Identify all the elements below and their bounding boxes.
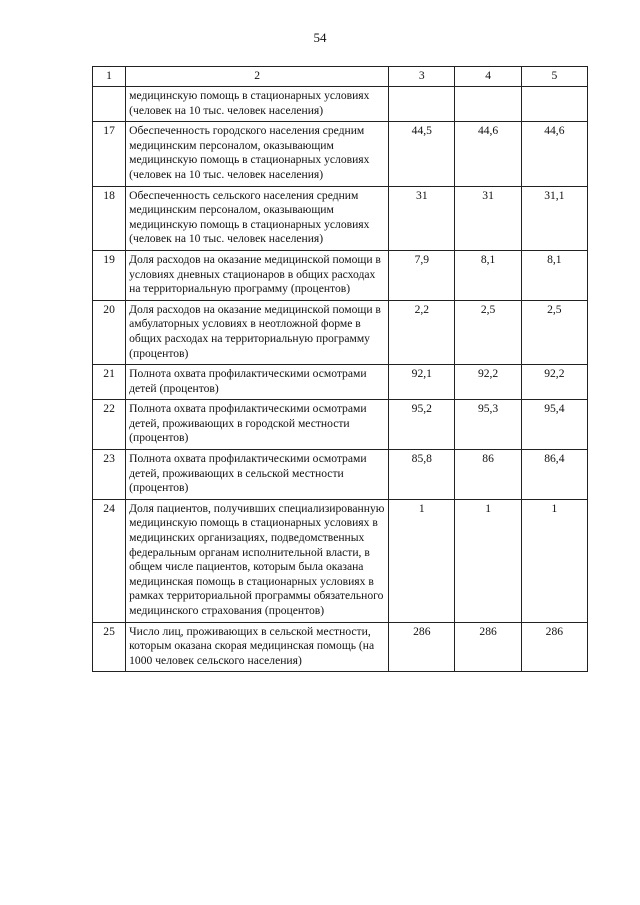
row-text-cell: медицинскую помощь в стационарных условиях (человек на 10 тыс. человек населения) xyxy=(126,87,389,122)
value-cell-col-5: 2,5 xyxy=(521,300,587,364)
table-row xyxy=(93,186,588,250)
value-cell-col-3: 44,5 xyxy=(389,122,455,186)
row-text-cell: Обеспеченность городского населения средним медицинским персоналом, оказывающим медицинскую помощь в стационарных условиях (человек на 10 тыс. человек населения) xyxy=(126,122,389,186)
value-cell-col-3: 31 xyxy=(389,186,455,250)
value-cell-col-4: 2,5 xyxy=(455,300,521,364)
row-number-cell: 19 xyxy=(93,250,126,300)
value-cell-col-5: 31,1 xyxy=(521,186,587,250)
indicators-table xyxy=(92,66,588,672)
table-header-row xyxy=(93,67,588,87)
header-col-2: 2 xyxy=(126,67,389,87)
header-col-1: 1 xyxy=(93,67,126,87)
table-row xyxy=(93,122,588,186)
table-row xyxy=(93,450,588,500)
row-text-cell: Доля расходов на оказание медицинской помощи в условиях дневных стационаров в общих расходах на территориальную программу (процентов) xyxy=(126,250,389,300)
row-text-cell: Полнота охвата профилактическими осмотрами детей (процентов) xyxy=(126,365,389,400)
table-row xyxy=(93,300,588,364)
table-row xyxy=(93,365,588,400)
row-text-cell: Полнота охвата профилактическими осмотрами детей, проживающих в сельской местности (процентов) xyxy=(126,450,389,500)
value-cell-col-5: 286 xyxy=(521,622,587,672)
row-number-cell: 23 xyxy=(93,450,126,500)
row-number-cell: 17 xyxy=(93,122,126,186)
value-cell-col-5: 86,4 xyxy=(521,450,587,500)
value-cell-col-3: 92,1 xyxy=(389,365,455,400)
row-number-cell: 24 xyxy=(93,499,126,622)
value-cell-col-5: 92,2 xyxy=(521,365,587,400)
row-number-cell: 21 xyxy=(93,365,126,400)
value-cell-col-4: 8,1 xyxy=(455,250,521,300)
table-row xyxy=(93,250,588,300)
value-cell-col-4 xyxy=(455,87,521,122)
header-col-3: 3 xyxy=(389,67,455,87)
value-cell-col-3: 85,8 xyxy=(389,450,455,500)
value-cell-col-5: 95,4 xyxy=(521,400,587,450)
header-col-5: 5 xyxy=(521,67,587,87)
row-number-cell: 18 xyxy=(93,186,126,250)
row-text-cell: Доля пациентов, получивших специализированную медицинскую помощь в стационарных условиях в медицинских организациях, подведомственных федеральным органам исполнительной власти, в общем числе пациентов, которым была оказана медицинская помощь в стационарных условиях в рамках территориальной программы обязательного медицинского страхования (процентов) xyxy=(126,499,389,622)
row-number-cell: 20 xyxy=(93,300,126,364)
value-cell-col-5: 44,6 xyxy=(521,122,587,186)
table-row xyxy=(93,622,588,672)
value-cell-col-4: 1 xyxy=(455,499,521,622)
row-text-cell: Число лиц, проживающих в сельской местности, которым оказана скорая медицинская помощь (на 1000 человек сельского населения) xyxy=(126,622,389,672)
value-cell-col-5: 1 xyxy=(521,499,587,622)
row-text-cell: Полнота охвата профилактическими осмотрами детей, проживающих в городской местности (процентов) xyxy=(126,400,389,450)
value-cell-col-3: 7,9 xyxy=(389,250,455,300)
value-cell-col-3: 1 xyxy=(389,499,455,622)
table-row xyxy=(93,400,588,450)
table-row xyxy=(93,499,588,622)
value-cell-col-4: 95,3 xyxy=(455,400,521,450)
value-cell-col-4: 92,2 xyxy=(455,365,521,400)
value-cell-col-4: 86 xyxy=(455,450,521,500)
row-number-cell xyxy=(93,87,126,122)
value-cell-col-4: 44,6 xyxy=(455,122,521,186)
table-row-continuation xyxy=(93,87,588,122)
header-col-4: 4 xyxy=(455,67,521,87)
value-cell-col-4: 31 xyxy=(455,186,521,250)
row-text-cell: Обеспеченность сельского населения средним медицинским персоналом, оказывающим медицинскую помощь в стационарных условиях (человек на 10 тыс. человек населения) xyxy=(126,186,389,250)
value-cell-col-3 xyxy=(389,87,455,122)
value-cell-col-3: 2,2 xyxy=(389,300,455,364)
row-text-cell: Доля расходов на оказание медицинской помощи в амбулаторных условиях в неотложной форме в общих расходах на территориальную программу (процентов) xyxy=(126,300,389,364)
row-number-cell: 22 xyxy=(93,400,126,450)
value-cell-col-3: 286 xyxy=(389,622,455,672)
row-number-cell: 25 xyxy=(93,622,126,672)
page-number: 54 xyxy=(313,30,327,45)
value-cell-col-5: 8,1 xyxy=(521,250,587,300)
value-cell-col-5 xyxy=(521,87,587,122)
value-cell-col-4: 286 xyxy=(455,622,521,672)
value-cell-col-3: 95,2 xyxy=(389,400,455,450)
